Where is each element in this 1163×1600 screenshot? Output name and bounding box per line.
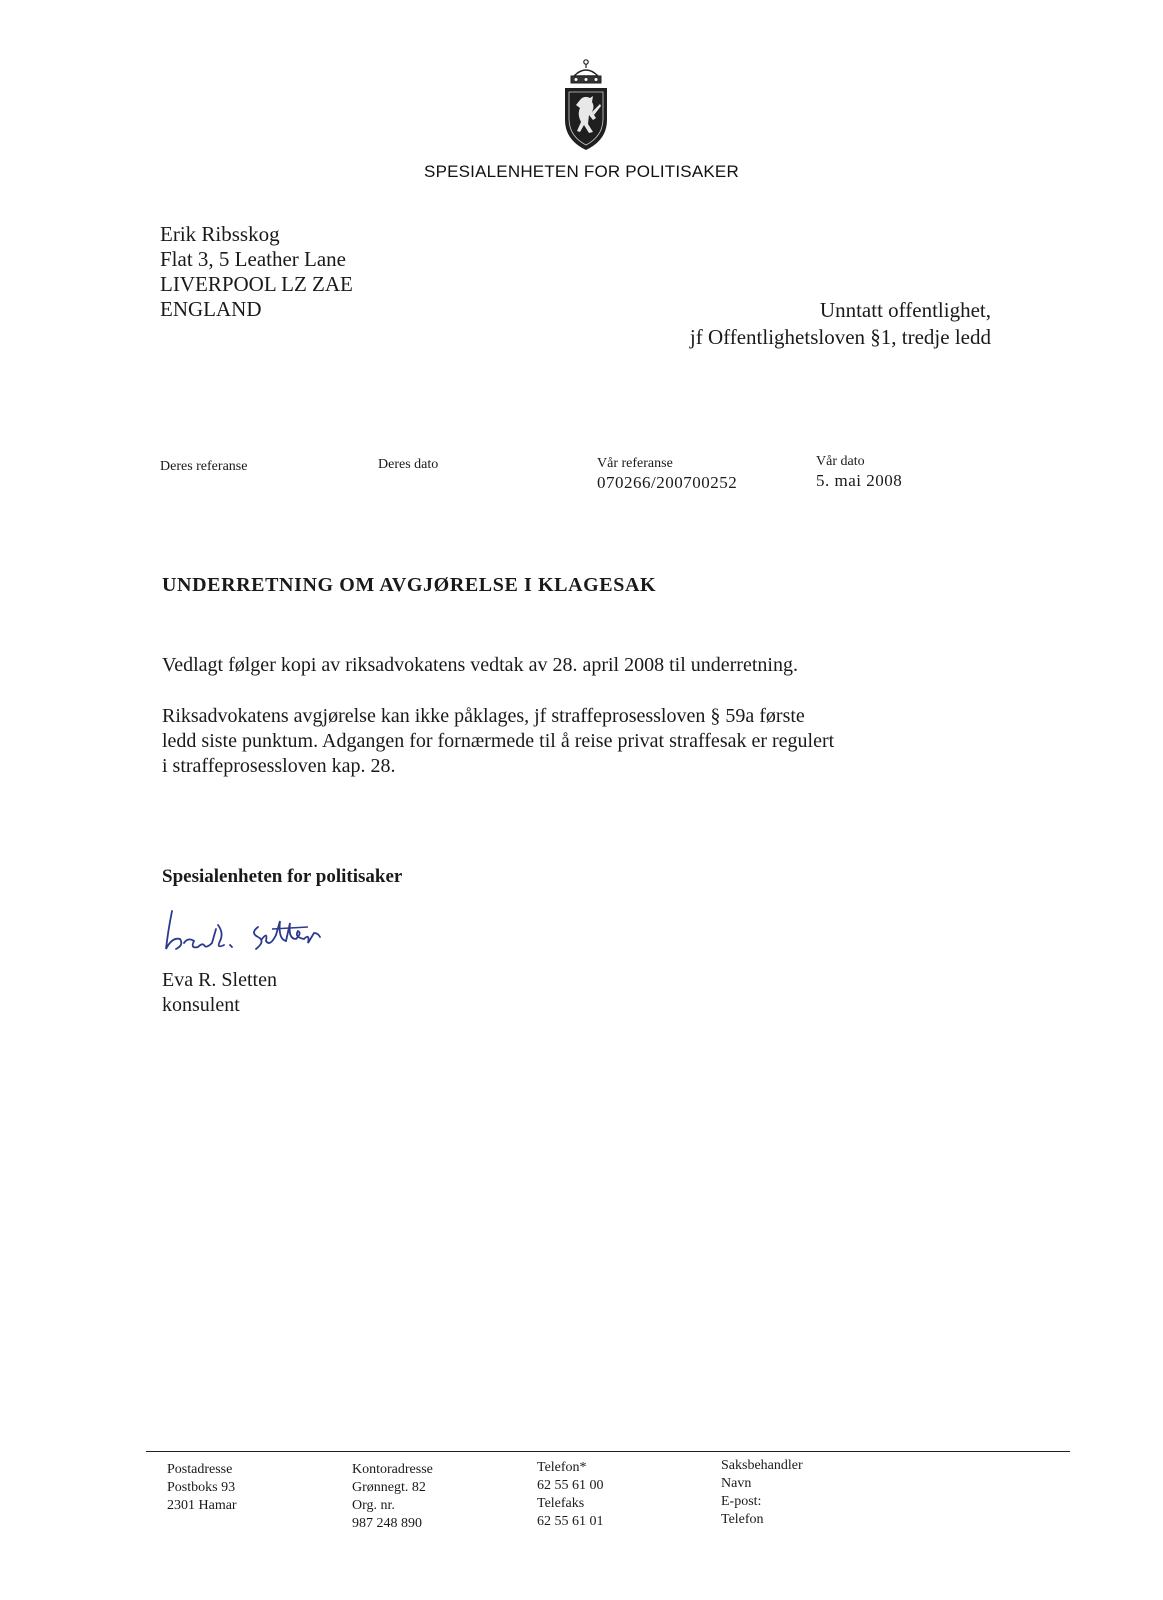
footer-phone-label: Telefon* bbox=[537, 1460, 587, 1475]
handwritten-signature bbox=[158, 903, 358, 963]
recipient-street: Flat 3, 5 Leather Lane bbox=[160, 247, 347, 271]
letter-subject: UNDERRETNING OM AVGJØRELSE I KLAGESAK bbox=[162, 574, 657, 596]
footer-handler-label: Saksbehandler bbox=[721, 1458, 803, 1473]
footer-handler-line-2: E-post: bbox=[721, 1494, 762, 1509]
restriction-notice bbox=[690, 297, 991, 351]
footer-divider bbox=[146, 1451, 1070, 1452]
our-date-value: 5. mai 2008 bbox=[816, 471, 903, 490]
signer-block bbox=[162, 968, 277, 1018]
norwegian-coat-of-arms-icon bbox=[562, 58, 610, 154]
body-paragraph-2-line-3: i straffeprosessloven kap. 28. bbox=[162, 755, 396, 777]
footer-office-line-2: Org. nr. bbox=[352, 1498, 395, 1513]
footer-handler-line-1: Navn bbox=[721, 1476, 752, 1491]
our-reference-label: Vår referanse bbox=[597, 456, 673, 471]
signer-name: Eva R. Sletten bbox=[162, 969, 277, 991]
body-paragraph-2-line-2: ledd siste punktum. Adgangen for fornærmede til å reise privat straffesak er regulert bbox=[162, 730, 835, 752]
restriction-line-1: Unntatt offentlighet, bbox=[819, 298, 991, 322]
footer-phone-line-3: 62 55 61 01 bbox=[537, 1514, 604, 1529]
their-date-label: Deres dato bbox=[378, 457, 439, 472]
our-reference bbox=[597, 455, 737, 493]
their-reference-label: Deres referanse bbox=[160, 459, 248, 474]
restriction-line-2: jf Offentlighetsloven §1, tredje ledd bbox=[689, 325, 991, 349]
footer-postal-label: Postadresse bbox=[167, 1462, 233, 1477]
footer-postal-line-1: Postboks 93 bbox=[167, 1480, 236, 1495]
footer-office-label: Kontoradresse bbox=[352, 1462, 433, 1477]
body-paragraph-1: Vedlagt følger kopi av riksadvokatens vedtak av 28. april 2008 til underretning. bbox=[162, 654, 798, 676]
footer-office-line-1: Grønnegt. 82 bbox=[352, 1480, 426, 1495]
our-date bbox=[816, 453, 902, 491]
footer-case-handler bbox=[721, 1457, 803, 1529]
body-paragraph-2 bbox=[162, 704, 962, 779]
their-reference bbox=[160, 458, 247, 476]
sender-organization: Spesialenheten for politisaker bbox=[162, 866, 403, 887]
recipient-country: ENGLAND bbox=[160, 297, 262, 321]
body-paragraph-2-line-1: Riksadvokatens avgjørelse kan ikke påklages, jf straffeprosessloven § 59a første bbox=[162, 705, 805, 727]
footer-handler-line-3: Telefon bbox=[721, 1512, 764, 1527]
recipient-city: LIVERPOOL LZ ZAE bbox=[160, 272, 353, 296]
our-reference-value: 070266/200700252 bbox=[597, 473, 738, 492]
footer-office-line-3: 987 248 890 bbox=[352, 1516, 422, 1531]
their-date bbox=[378, 456, 438, 474]
agency-name: SPESIALENHETEN FOR POLITISAKER bbox=[424, 162, 739, 181]
footer-phone bbox=[537, 1459, 604, 1531]
footer-postal-line-2: 2301 Hamar bbox=[167, 1498, 237, 1513]
footer-phone-line-2: Telefaks bbox=[537, 1496, 585, 1511]
signer-title: konsulent bbox=[162, 994, 240, 1016]
our-date-label: Vår dato bbox=[816, 454, 865, 469]
recipient-name: Erik Ribsskog bbox=[160, 222, 280, 246]
footer-postal-address bbox=[167, 1461, 237, 1515]
footer-office-address bbox=[352, 1461, 433, 1533]
recipient-address bbox=[160, 222, 353, 322]
footer-phone-line-1: 62 55 61 00 bbox=[537, 1478, 604, 1493]
